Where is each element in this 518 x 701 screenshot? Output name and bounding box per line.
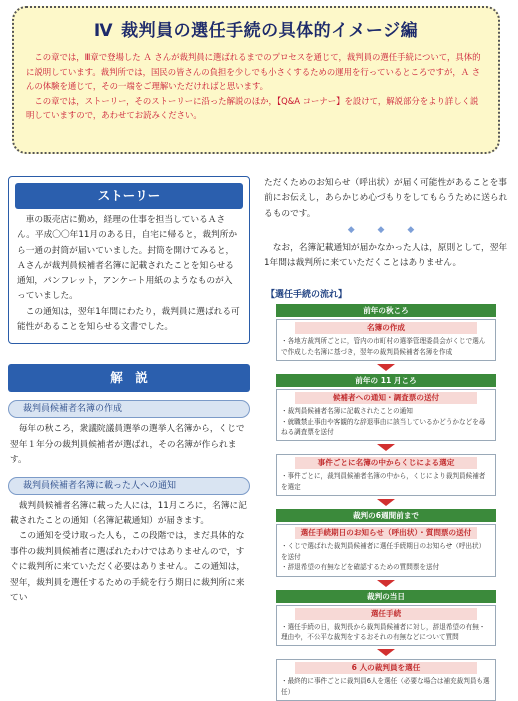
chapter-number: Ⅳ — [93, 21, 114, 41]
flow-step-appointment — [276, 659, 496, 701]
commentary-heading: 解 説 — [8, 364, 250, 392]
diamond-separator: ◆ ◆ ◆ — [347, 225, 425, 236]
flow-period-trial-day: 裁判の当日 — [276, 590, 496, 603]
section-heading-roster: 裁判員候補者名簿の作成 — [8, 400, 250, 418]
flow-period-november: 前年の 11 月ころ — [276, 374, 496, 387]
intro-paragraph-1: この章では，Ⅲ章で登場した Ａ さんが裁判員に選ばれるまでのプロセスを通じて，裁判員の選任手続について，具体的に説明しています。裁判所では，国民の皆さんの負担を少しでも小さくするための運用を行っているところですが，Ａ さんの体験を通じて，その一端をご理解いただければと思います。 — [26, 52, 481, 92]
chapter-title — [26, 16, 486, 41]
flow-step-desc: ・各地方裁判所ごとに，管内の市町村の選挙管理委員会がくじで選んで作成した名簿に基づき，翌年の裁判員候補者名簿を作成 — [281, 337, 486, 356]
down-arrow-icon — [377, 364, 395, 371]
section-text-roster — [8, 418, 250, 468]
down-arrow-icon — [377, 444, 395, 451]
flow-step-lottery — [276, 454, 496, 496]
intro-paragraph-2: この章では，ストーリー，そのストーリーに沿った解説のほか，【Q&A コーナー】を設けて，解説部分をより詳しく説明していますので，あわせてお読みください。 — [26, 95, 479, 121]
selection-flow-chart — [264, 304, 508, 701]
continued-text — [264, 176, 508, 271]
no-notice-paragraph: なお，名簿記載通知が届かなかった人は，原則として，翌年1年間は裁判所に来ていただくことはありません。 — [264, 242, 508, 269]
flow-step-summons — [276, 524, 496, 576]
down-arrow-icon — [377, 649, 395, 656]
flow-step-desc: ・選任手続の日，裁判長から裁判員候補者に対し，辞退希望の有無・理由や，不公平な裁判をするおそれの有無などについて質問 — [281, 622, 486, 641]
notice-paragraph-2: この通知を受け取った人も，この段階では，まだ具体的な事件の裁判員候補者に選ばれたわけではありませんので，すぐに裁判所に来ていただく必要はありません。この通知は，翌年，裁判員を選任するための手続を行う期日に裁判所に来てい — [10, 531, 246, 604]
story-heading: ストーリー — [15, 183, 243, 209]
flow-period-autumn: 前年の秋ころ — [276, 304, 496, 317]
flow-step-title: 名簿の作成 — [295, 322, 477, 334]
flow-step-selection — [276, 605, 496, 647]
story-paragraph-2: この通知は，翌年1年間にわたり，裁判員に選ばれる可能性があることを知らせる文書でした。 — [17, 306, 240, 333]
flow-title: 【選任手続の流れ】 — [266, 290, 348, 301]
flow-step-title: 選任手続 — [295, 608, 477, 620]
flow-step-roster — [276, 319, 496, 361]
flow-step-desc: ・裁判員候補者名簿に記載されたことの通知 ・就職禁止事由や客観的な辞退事由に該当しているかどうかなどを尋ねる調査票を送付 — [281, 407, 486, 437]
chapter-intro-box — [12, 6, 500, 154]
notice-paragraph-1: 裁判員候補者名簿に載った人には，11月ころに，名簿に記載されたことの通知（名簿記載通知）が届きます。 — [10, 500, 247, 526]
down-arrow-icon — [377, 580, 395, 587]
chapter-title-text: 裁判員の選任手続の具体的イメージ編 — [121, 21, 419, 41]
down-arrow-icon — [377, 499, 395, 506]
flow-step-title: 6 人の裁判員を選任 — [295, 662, 477, 674]
section-text-notice — [8, 495, 250, 607]
flow-step-title: 選任手続期日のお知らせ（呼出状）・質問票の送付 — [295, 527, 477, 539]
roster-paragraph: 毎年の秋ころ，衆議院議員選挙の選挙人名簿から，くじで翌年１年分の裁判員候補者が選ばれ，その名簿が作られます。 — [10, 424, 245, 466]
left-column — [8, 176, 250, 606]
right-column — [264, 176, 508, 701]
flow-step-notification — [276, 389, 496, 441]
flow-step-title: 事件ごとに名簿の中からくじによる選定 — [295, 457, 477, 469]
story-text — [9, 213, 249, 335]
flow-step-title: 候補者への通知・調査票の送付 — [295, 392, 477, 404]
flow-period-six-weeks: 裁判の6週間前まで — [276, 509, 496, 522]
flow-step-desc: ・事件ごとに，裁判員候補者名簿の中から，くじにより裁判員候補者を選定 — [281, 472, 486, 491]
chapter-intro-text — [26, 50, 486, 123]
section-heading-notice: 裁判員候補者名簿に載った人への通知 — [8, 477, 250, 495]
continued-paragraph: ただくためのお知らせ（呼出状）が届く可能性があることを事前にお伝えし，あらかじめ心づもりをしてもらうために送られるものです。 — [264, 178, 508, 219]
story-paragraph-1: 車の販売店に勤め，経理の仕事を担当しているＡさん。平成〇〇年11月のある日，自宅に帰ると，裁判所から一通の封筒が届いていました。封筒を開けてみると，Ａさんが裁判員候補者名簿に記載されたことを知らせる通知，パンフレット，アンケート用紙のようなものが入っていました。 — [17, 215, 238, 302]
flow-step-desc: ・最終的に事件ごとに裁判員6人を選任（必要な場合は補充裁判員も選任） — [281, 677, 490, 696]
story-box — [8, 176, 250, 344]
flow-step-desc: ・くじで選ばれた裁判員候補者に選任手続期日のお知らせ（呼出状）を送付 ・辞退希望の有無などを確認するための質問票を送付 — [281, 542, 486, 572]
